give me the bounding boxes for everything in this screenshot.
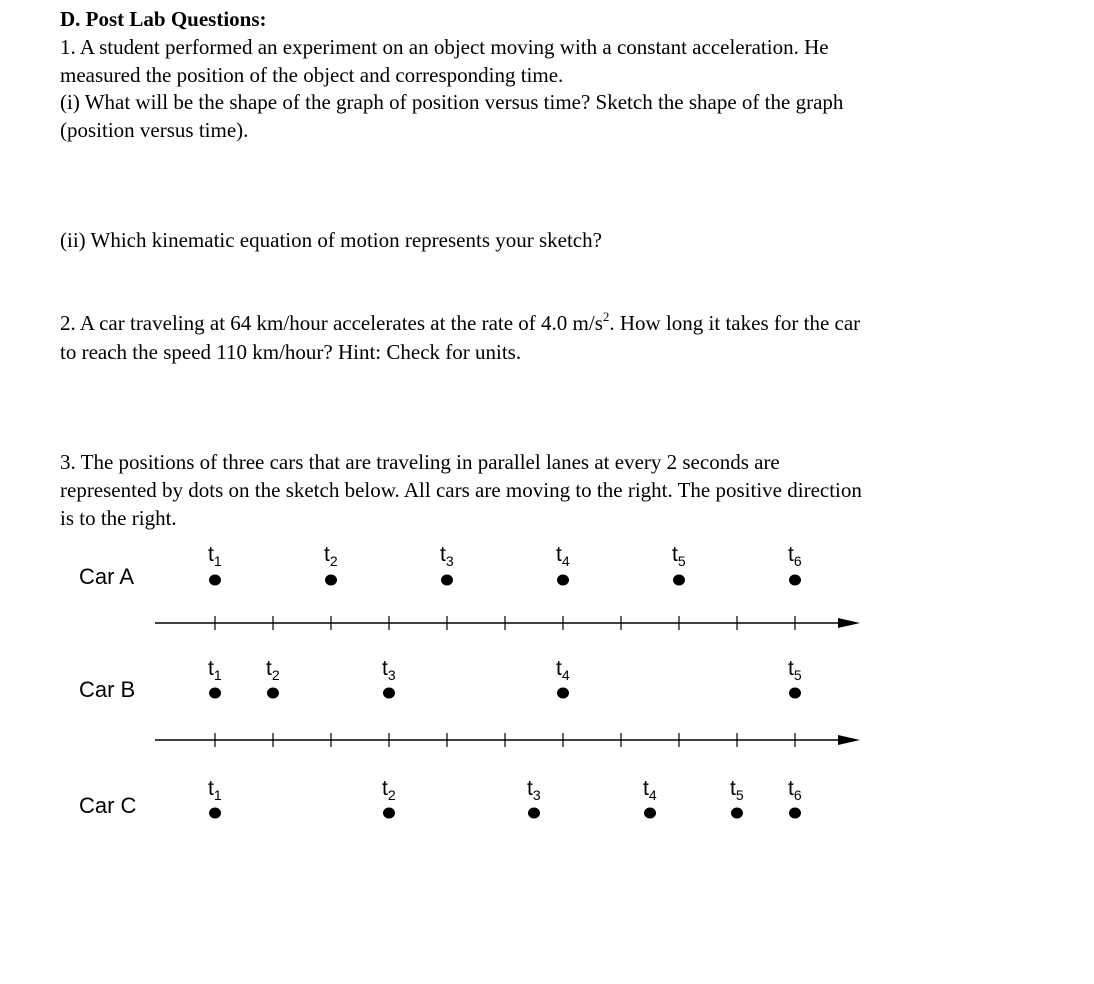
- time-label: $t_3$: [382, 657, 396, 683]
- section-heading: D. Post Lab Questions:: [60, 7, 267, 31]
- q1-line2: measured the position of the object and corresponding time.: [60, 63, 564, 87]
- car-label: Car A: [79, 564, 135, 589]
- position-dot: [789, 688, 801, 699]
- position-dot: [383, 688, 395, 699]
- q2-line1-b: . How long it takes for the car: [609, 311, 861, 335]
- position-dot: [325, 575, 337, 586]
- position-dot: [789, 808, 801, 819]
- q2-line1-sup: 2: [602, 309, 610, 324]
- position-dot: [209, 808, 221, 819]
- time-label: $t_5$: [672, 543, 686, 569]
- time-label: $t_6$: [788, 543, 802, 569]
- time-label: $t_1$: [208, 777, 222, 803]
- arrow-head-icon: [838, 618, 860, 628]
- q3-line2: represented by dots on the sketch below. All cars are moving to the right. The positive direction: [60, 478, 862, 502]
- car-label: Car B: [79, 677, 136, 702]
- q1-part-ii: (ii) Which kinematic equation of motion represents your sketch?: [60, 228, 602, 252]
- q3-line1: 3. The positions of three cars that are traveling in parallel lanes at every 2 seconds are: [60, 450, 780, 474]
- time-label: $t_5$: [788, 657, 802, 683]
- q2-line2: to reach the speed 110 km/hour? Hint: Check for units.: [60, 340, 522, 364]
- q1-line1: 1. A student performed an experiment on an object moving with a constant acceleration. He: [60, 35, 829, 59]
- position-dot: [644, 808, 656, 819]
- time-label: $t_2$: [382, 777, 396, 803]
- time-label: $t_2$: [324, 543, 338, 569]
- time-label: $t_4$: [556, 657, 570, 683]
- arrow-head-icon: [838, 735, 860, 745]
- position-dot: [441, 575, 453, 586]
- position-dot: [673, 575, 685, 586]
- position-dot: [209, 575, 221, 586]
- time-label: $t_6$: [788, 777, 802, 803]
- time-label: $t_2$: [266, 657, 280, 683]
- position-dot: [731, 808, 743, 819]
- time-label: $t_1$: [208, 543, 222, 569]
- time-label: $t_4$: [556, 543, 570, 569]
- time-label: $t_5$: [730, 777, 744, 803]
- time-label: $t_3$: [527, 777, 541, 803]
- car-label: Car C: [79, 793, 137, 818]
- position-dot: [383, 808, 395, 819]
- position-dot: [209, 688, 221, 699]
- time-label: $t_3$: [440, 543, 454, 569]
- time-label: $t_4$: [643, 777, 657, 803]
- time-label: $t_1$: [208, 657, 222, 683]
- q3-line3: is to the right.: [60, 506, 177, 530]
- position-dot: [528, 808, 540, 819]
- q2-line1-a: 2. A car traveling at 64 km/hour accelerates at the rate of 4.0 m/s: [60, 311, 603, 335]
- position-dot: [267, 688, 279, 699]
- q1-part-i-line1: (i) What will be the shape of the graph of position versus time? Sketch the shape of the graph: [60, 90, 844, 114]
- position-dot: [789, 575, 801, 586]
- position-dot: [557, 575, 569, 586]
- q1-part-i-line2: (position versus time).: [60, 118, 249, 142]
- position-dot: [557, 688, 569, 699]
